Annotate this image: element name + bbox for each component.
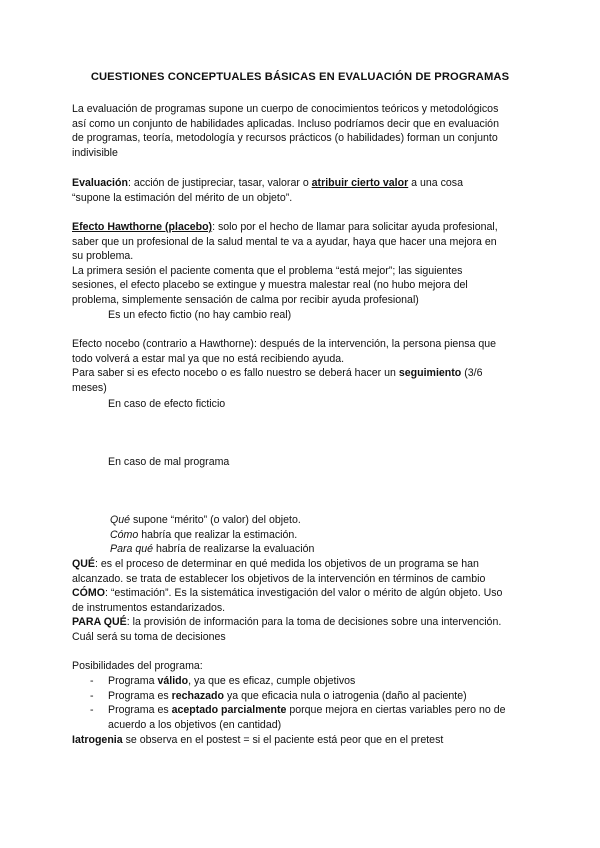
evaluacion-quote: “supone la estimación del mérito de un objeto”. [72,191,293,204]
item-line [108,703,538,718]
item-text-end: ya que eficacia nula o iatrogenia (daño al paciente) [224,690,467,702]
hawthorne-line [72,220,532,235]
case-mal-programa: En caso de mal programa [108,456,230,468]
def-como-term: CÓMO [72,587,105,600]
evaluacion-line [72,176,532,191]
document-title: CUESTIONES CONCEPTUALES BÁSICAS EN EVALUACIÓN DE PROGRAMAS [90,71,510,83]
bullet-marker: - [90,675,94,687]
hawthorne-section [72,220,532,308]
hawthorne-line: su problema. [72,250,134,263]
question-para-que-text: habría de realizarse la evaluación [153,543,315,555]
item-term: rechazado [171,690,224,702]
def-para-term: PARA QUÉ [72,616,127,629]
question-que-term: Qué [110,514,131,526]
item-text: Programa es [108,704,172,716]
hawthorne-note: Es un efecto fictio (no hay cambio real) [108,309,292,321]
item-line: acuerdo a los objetivos (en cantidad) [108,718,282,731]
def-que-line: alcanzado. se trata de establecer los objetivos de la intervención en términos de cambio [72,572,486,585]
list-item [108,689,538,704]
question-como-text: habría que realizar la estimación. [138,529,298,541]
def-como-text: : “estimación”. Es la sistemática investigación del valor o mérito de algún objeto. Uso [104,587,503,600]
def-para-line: Cuál será su toma de decisiones [72,630,226,643]
def-que-term: QUÉ [72,558,95,570]
nocebo-text: Para saber si es efecto nocebo o es fallo nuestro se deberá hacer un [72,367,399,380]
hawthorne-line: sesiones, el efecto placebo se extingue y muestra malestar real (no hubo mejora del [72,279,468,292]
iatrogenia-text: se observa en el postest = si el paciente está peor que en el pretest [122,734,444,746]
item-text-end: , ya que es eficaz, cumple objetivos [188,675,356,687]
item-term: aceptado parcialmente [171,704,287,716]
def-como-line: de instrumentos estandarizados. [72,601,226,614]
intro-line: indivisible [72,146,118,159]
hawthorne-text: : solo por el hecho de llamar para solicitar ayuda profesional, [212,221,498,233]
hawthorne-line: problema, simplemente sensación de calma por recibir ayuda profesional) [72,293,419,306]
nocebo-line: todo volverá a estar mal ya que no está recibiendo ayuda. [72,352,345,365]
evaluacion-definition [72,176,532,205]
def-para-line [72,615,532,630]
hawthorne-term: Efecto Hawthorne (placebo) [72,221,213,233]
def-como-line [72,586,532,601]
evaluacion-text: : acción de justipreciar, tasar, valorar o [127,177,312,189]
def-que-line [72,557,532,572]
item-term: válido [157,675,189,687]
iatrogenia-line [72,733,532,748]
question-para-que [110,542,314,557]
def-para-text: : la provisión de información para la toma de decisiones sobre una intervención. [126,616,502,629]
evaluacion-text-end: a una cosa [408,177,463,189]
question-para-que-term: Para qué [110,543,153,555]
intro-line: así como un conjunto de habilidades aplicadas. Incluso podríamos decir que en evaluación [72,117,499,130]
case-efecto-ficticio: En caso de efecto ficticio [108,398,226,410]
list-item [108,674,538,689]
bullet-marker: - [90,690,94,702]
nocebo-line: Efecto nocebo (contrario a Hawthorne): después de la intervención, la persona piensa que [72,338,497,350]
intro-line: de programas, teoría, metodología y recursos prácticos (o habilidades) forman un conjunto [72,132,498,145]
evaluacion-highlight: atribuir cierto valor [311,177,409,189]
posibilidades-heading: Posibilidades del programa: [72,660,203,672]
iatrogenia-term: Iatrogenia [72,734,123,746]
question-como-term: Cómo [110,529,139,541]
intro-paragraph [72,102,532,160]
item-text: Programa es [108,690,172,702]
nocebo-section [72,337,532,395]
intro-line: La evaluación de programas supone un cuerpo de conocimientos teóricos y metodológicos [72,103,499,115]
question-que [110,513,301,528]
list-item [108,703,538,732]
question-que-text: supone “mérito” (o valor) del objeto. [130,514,301,526]
def-que-text: : es el proceso de determinar en qué medida los objetivos de un programa se han [94,558,479,570]
nocebo-line: meses) [72,381,107,394]
evaluacion-term: Evaluación [72,177,128,189]
item-text: Programa [108,675,158,687]
hawthorne-line: saber que un profesional de la salud mental te va a ayudar, haya que hacer una mejora en [72,235,497,248]
bullet-marker: - [90,704,94,716]
seguimiento-term: seguimiento [398,367,462,380]
item-text-end: porque mejora en ciertas variables pero no de [286,704,506,716]
nocebo-text-end: (3/6 [461,367,483,380]
hawthorne-line: La primera sesión el paciente comenta que el problema “está mejor”; las siguientes [72,264,463,277]
definitions-section [72,557,532,645]
nocebo-line [72,366,532,381]
question-como [110,528,297,543]
